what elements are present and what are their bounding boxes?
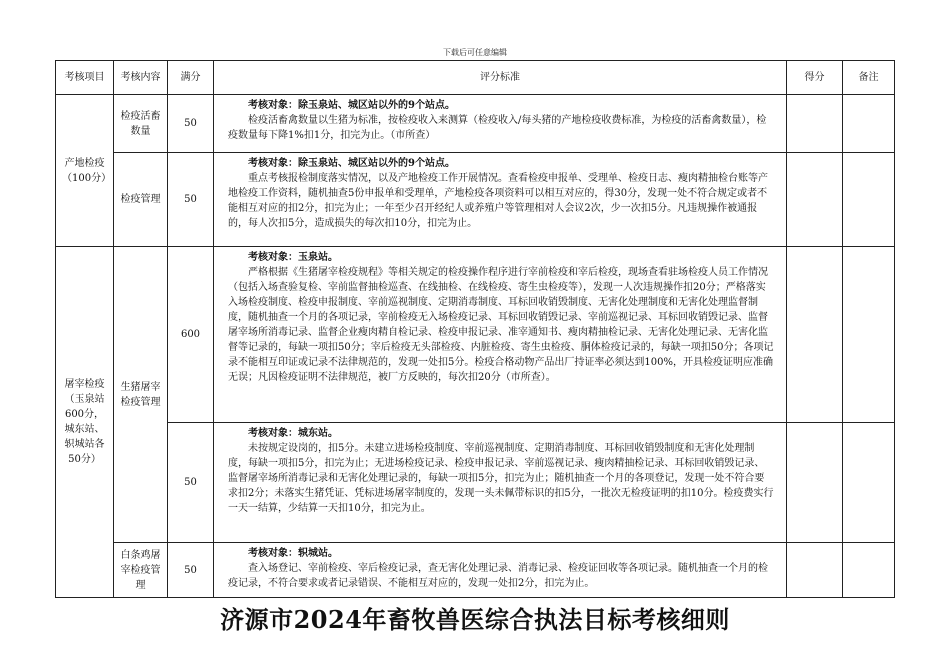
item-cell: 产地检疫（100分） bbox=[56, 95, 114, 247]
content-cell: 白条鸡屠宰检疫管理 bbox=[114, 543, 168, 598]
table-row bbox=[56, 247, 895, 423]
remark-cell bbox=[843, 95, 895, 153]
score-cell: 600 bbox=[168, 247, 214, 423]
got-cell bbox=[787, 247, 843, 423]
assessment-object: 考核对象：除玉泉站、城区站以外的9个站点。 bbox=[248, 158, 455, 169]
header-criteria: 评分标准 bbox=[214, 61, 787, 95]
remark-cell bbox=[843, 247, 895, 423]
table-row bbox=[56, 153, 895, 247]
header-item: 考核项目 bbox=[56, 61, 114, 95]
top-note: 下载后可任意编辑 bbox=[443, 48, 507, 57]
header-content: 考核内容 bbox=[114, 61, 168, 95]
header-score: 满分 bbox=[168, 61, 214, 95]
header-remark: 备注 bbox=[843, 61, 895, 95]
criteria-text: 查入场登记、宰前检疫、宰后检疫记录，查无害化处理记录、消毒记录、检疫证回收等各项记录。随机抽查一个月的检疫记录，不符合要求或者记录错误、不能相互对应的，发现一处扣2分，扣完为止。 bbox=[228, 563, 768, 589]
header-got: 得分 bbox=[787, 61, 843, 95]
got-cell bbox=[787, 423, 843, 543]
assessment-object: 考核对象：玉泉站。 bbox=[248, 252, 338, 263]
assessment-table bbox=[55, 60, 895, 598]
got-cell bbox=[787, 153, 843, 247]
criteria-cell bbox=[214, 153, 787, 247]
criteria-cell bbox=[214, 247, 787, 423]
table-header-row bbox=[56, 61, 895, 95]
criteria-cell bbox=[214, 423, 787, 543]
score-cell: 50 bbox=[168, 153, 214, 247]
table-row bbox=[56, 95, 895, 153]
criteria-text: 未按规定设岗的，扣5分。未建立进场检疫制度、宰前巡视制度、定期消毒制度、耳标回收销毁制度和无害化处理制度，每缺一项扣5分，扣完为止；无进场检疫记录、检疫申报记录、宰前巡视记录、瘦肉精抽检记录、耳标回收销毁记录、监督屠宰场所消毒记录和无害化处理记录的，每缺一项扣5分，扣完为止；随机抽查一个月的各项登记，发现一处不符合要求扣2分；未落实生猪凭证、凭标进场屠宰制度的，发现一头未佩带标识的扣5分，一批次无检疫证明的扣10分。检疫费实行一天一结算，少结算一天扣10分，扣完为止。 bbox=[228, 443, 774, 514]
got-cell bbox=[787, 95, 843, 153]
got-cell bbox=[787, 543, 843, 598]
score-cell: 50 bbox=[168, 95, 214, 153]
criteria-cell bbox=[214, 95, 787, 153]
item-cell: 屠宰检疫（玉泉站600分，城东站、轵城站各50分） bbox=[56, 247, 114, 598]
table-row bbox=[56, 543, 895, 598]
remark-cell bbox=[843, 543, 895, 598]
criteria-text: 严格根据《生猪屠宰检疫规程》等相关规定的检疫操作程序进行宰前检疫和宰后检疫，现场查看驻场检疫人员工作情况（包括入场查验复检、宰前监督抽检巡查、在线抽检、在线检疫、寄生虫检疫等），发现一人次违规操作扣20分；严格落实入场检疫制度、检疫申报制度、宰前巡视制度、定期消毒制度、耳标回收销毁制度、无害化处理制度和无害化处理监督制度，随机抽查一个月的各项记录，宰前检疫无入场检疫记录、耳标回收销毁记录、宰前巡视记录、耳标回收销毁记录、监督屠宰场所消毒记录、监督企业瘦肉精自检记录、检疫申报记录、准宰通知书、瘦肉精抽检记录、无害化处理记录、无害化监督等记录的，每缺一项扣50分；宰后检疫无头部检疫、内脏检疫、寄生虫检疫、胴体检疫记录的，每缺一项扣50分；各项记录不能相互印证或记录不法律规范的，发现一处扣5分。检疫合格动物产品出厂持证率必须达到100%，开具检疫证明应准确无误；凡因检疫证明不法律规范，被厂方反映的，每次扣20分（市所查）。 bbox=[228, 267, 774, 383]
criteria-cell bbox=[214, 543, 787, 598]
criteria-text: 重点考核报检制度落实情况，以及产地检疫工作开展情况。查看检疫申报单、受理单、检疫日志、瘦肉精抽检台账等产地检疫工作资料，随机抽查5份申报单和受理单，产地检疫各项资料可以相互对应的，得30分，发现一处不符合规定或者不能相互对应的扣2分，扣完为止；一年至少召开经纪人或养殖户等管理相对人会议2次，少一次扣5分。凡违规操作被通报的，每人次扣5分，造成损失的每次扣10分，扣完为止。 bbox=[228, 173, 768, 229]
remark-cell bbox=[843, 423, 895, 543]
content-cell: 检疫活畜数量 bbox=[114, 95, 168, 153]
assessment-object: 考核对象：除玉泉站、城区站以外的9个站点。 bbox=[248, 100, 455, 111]
table-row bbox=[56, 423, 895, 543]
content-cell: 检疫管理 bbox=[114, 153, 168, 247]
score-cell: 50 bbox=[168, 543, 214, 598]
assessment-object: 考核对象：城东站。 bbox=[248, 428, 338, 439]
score-cell: 50 bbox=[168, 423, 214, 543]
criteria-text: 检疫活畜禽数量以生猪为标准，按检疫收入来测算（检疫收入/每头猪的产地检疫收费标准，为检疫的活畜禽数量），检疫数量每下降1%扣1分，扣完为止。（市所查） bbox=[228, 115, 767, 141]
assessment-object: 考核对象：轵城站。 bbox=[248, 548, 338, 559]
content-cell: 生猪屠宰检疫管理 bbox=[114, 247, 168, 543]
remark-cell bbox=[843, 153, 895, 247]
document-title: 济源市2024年畜牧兽医综合执法目标考核细则 bbox=[220, 605, 730, 634]
